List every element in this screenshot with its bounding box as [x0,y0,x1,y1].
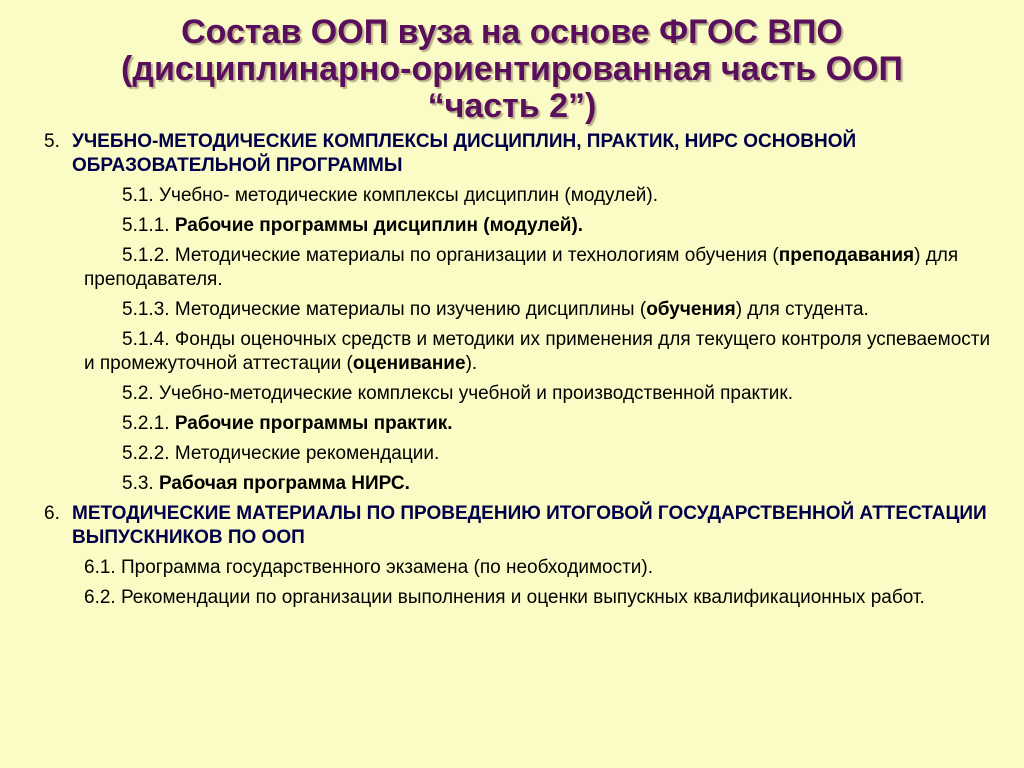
section-5 [44,130,1004,178]
section-6-number: 6. [44,503,60,524]
item-6-2-text: 6.2. Рекомендации по организации выполнения и оценки выпускных квалификационных работ. [84,587,925,608]
item-5-2-1-prefix: 5.2.1. [122,413,175,434]
item-5-2-text: 5.2. Учебно-методические комплексы учебной и производственной практик. [122,383,793,404]
item-5-1-2-bold: преподавания [778,245,915,266]
section-6-heading: МЕТОДИЧЕСКИЕ МАТЕРИАЛЫ ПО ПРОВЕДЕНИЮ ИТОГОВОЙ ГОСУДАРСТВЕННОЙ АТТЕСТАЦИИ ВЫПУСКНИКОВ ПО ООП [72,503,987,548]
item-5-2-2-text: 5.2.2. Методические рекомендации. [122,443,440,464]
item-5-2-2 [44,442,1004,466]
title-line-1: Состав ООП вуза на основе ФГОС ВПО [181,13,843,51]
item-5-3 [44,472,1004,496]
item-5-1-4 [44,328,1004,376]
item-5-1-2 [44,244,1004,292]
item-5-3-prefix: 5.3. [122,473,159,494]
slide-content [44,130,1004,616]
item-5-1-3-suffix: ) для студента. [735,299,869,320]
item-5-1-3-bold: обучения [646,299,736,320]
slide-title [0,14,1024,125]
title-line-3: “часть 2”) [427,87,597,125]
item-5-1-4-prefix: 5.1.4. Фонды оценочных средств и методики их применения для текущего контроля успеваемости и промежуточной аттестации ( [84,329,991,374]
item-5-1-1-prefix: 5.1.1. [122,215,175,236]
item-5-1-text: 5.1. Учебно- методические комплексы дисциплин (модулей). [122,185,659,206]
section-6 [44,502,1004,550]
item-5-1 [44,184,1004,208]
item-5-3-bold: Рабочая программа НИРС. [158,473,410,494]
item-5-1-2-suffix: ) для преподавателя. [84,245,959,290]
item-6-1-text: 6.1. Программа государственного экзамена (по необходимости). [84,557,654,578]
item-5-1-4-suffix: ). [465,353,478,374]
item-5-1-1 [44,214,1004,238]
item-5-1-4-bold: оценивание [352,353,466,374]
item-5-2-1-bold: Рабочие программы практик. [174,413,453,434]
item-5-2 [44,382,1004,406]
item-5-1-1-bold: Рабочие программы дисциплин (модулей). [174,215,584,236]
item-5-1-2-prefix: 5.1.2. Методические материалы по организации и технологиям обучения ( [122,245,779,266]
title-line-2: (дисциплинарно-ориентированная часть ООП [121,50,903,88]
item-5-1-3 [44,298,1004,322]
section-5-number: 5. [44,131,60,152]
item-5-2-1 [44,412,1004,436]
item-6-1 [44,556,1004,580]
item-6-2 [44,586,1004,610]
item-5-1-3-prefix: 5.1.3. Методические материалы по изучению дисциплины ( [122,299,647,320]
section-5-heading: УЧЕБНО-МЕТОДИЧЕСКИЕ КОМПЛЕКСЫ ДИСЦИПЛИН, ПРАКТИК, НИРС ОСНОВНОЙ ОБРАЗОВАТЕЛЬНОЙ ПРОГРАММЫ [72,131,857,176]
